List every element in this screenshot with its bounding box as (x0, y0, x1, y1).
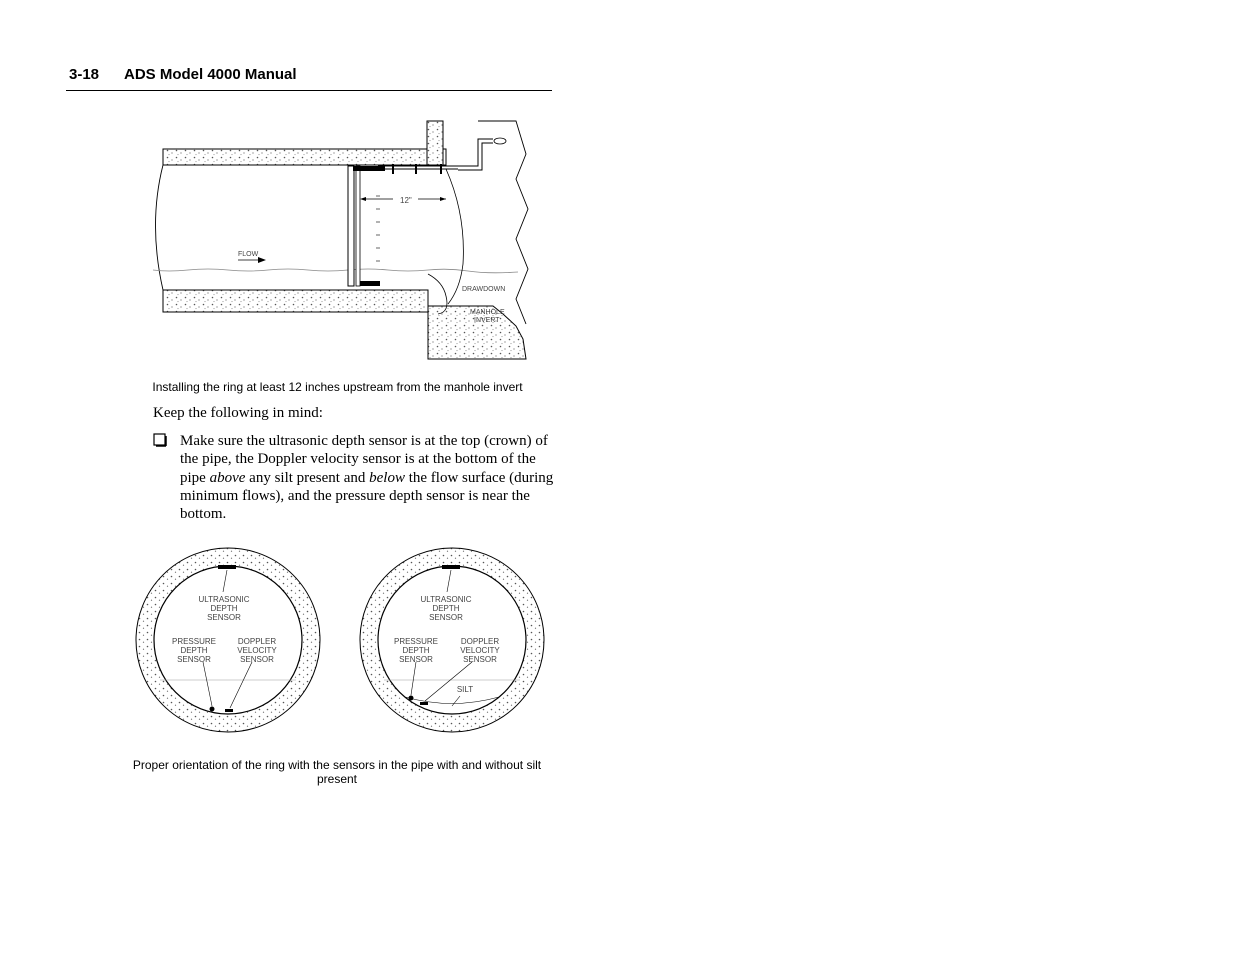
bullet-part3: the flow surface (during minimum flows), and the pressure depth sensor is near the bottom. (180, 469, 554, 523)
left-doppler-line2: VELOCITY (237, 646, 277, 655)
figure2-caption (118, 758, 556, 786)
intro-text: Keep the following in mind: (153, 405, 323, 421)
pipe-top-wall (163, 149, 446, 165)
drawdown-label: DRAWDOWN (462, 286, 506, 293)
page-header (66, 64, 552, 91)
left-doppler-line3: SENSOR (240, 655, 274, 664)
dimension-label: 12" (400, 196, 412, 205)
manhole-upper-wall (427, 121, 443, 165)
right-ultrasonic-line2: DEPTH (432, 604, 460, 613)
manhole-label-line1: MANHOLE (470, 309, 505, 316)
bullet-emphasis-above: above (209, 469, 246, 486)
right-doppler-line2: VELOCITY (460, 646, 500, 655)
manhole-outline (478, 121, 528, 324)
figure1-caption: Installing the ring at least 12 inches upstream from the manhole invert (152, 380, 523, 394)
pipe-cross-sections-figure (130, 540, 550, 740)
right-doppler-line3: SENSOR (463, 655, 497, 664)
left-pressure-line3: SENSOR (177, 655, 211, 664)
right-pressure-line2: DEPTH (402, 646, 430, 655)
bullet-emphasis-below: below (369, 469, 405, 486)
left-ultrasonic-line3: SENSOR (207, 613, 241, 622)
bullet-part2: any silt present and (245, 469, 370, 486)
left-doppler-line1: DOPPLER (237, 637, 277, 646)
bullet-text (180, 432, 555, 523)
figure2-caption-line1: Proper orientation of the ring with the sensors in the pipe with and without silt (132, 758, 542, 772)
figure2-caption-line2: present (316, 772, 358, 786)
checkbox-bullet-icon (153, 433, 167, 447)
right-pressure-line1: PRESSURE (393, 637, 439, 646)
pipe-installation-figure (148, 114, 538, 364)
right-ultrasonic-line1: ULTRASONIC (420, 595, 472, 604)
right-doppler-line1: DOPPLER (460, 637, 500, 646)
left-pressure-line2: DEPTH (180, 646, 208, 655)
pipe-bottom-wall (163, 290, 428, 312)
manual-title: ADS Model 4000 Manual (124, 66, 297, 83)
manhole-label-line2: INVERT (474, 317, 500, 324)
right-ultrasonic-line3: SENSOR (429, 613, 463, 622)
cross-section-without-silt (136, 548, 320, 732)
left-ultrasonic-line1: ULTRASONIC (198, 595, 250, 604)
flow-label: FLOW (238, 251, 259, 258)
left-pressure-line1: PRESSURE (171, 637, 217, 646)
right-silt-label: SILT (456, 685, 474, 694)
bullet-part1: Make sure the ultrasonic depth sensor is at the top (crown) of the pipe, the Doppler velocity sensor is at the bottom of the pipe (180, 433, 548, 486)
left-ultrasonic-line2: DEPTH (210, 604, 238, 613)
water-surface (153, 269, 518, 273)
cross-section-with-silt (360, 548, 544, 732)
page-number: 3-18 (69, 66, 100, 83)
right-pressure-line3: SENSOR (399, 655, 433, 664)
